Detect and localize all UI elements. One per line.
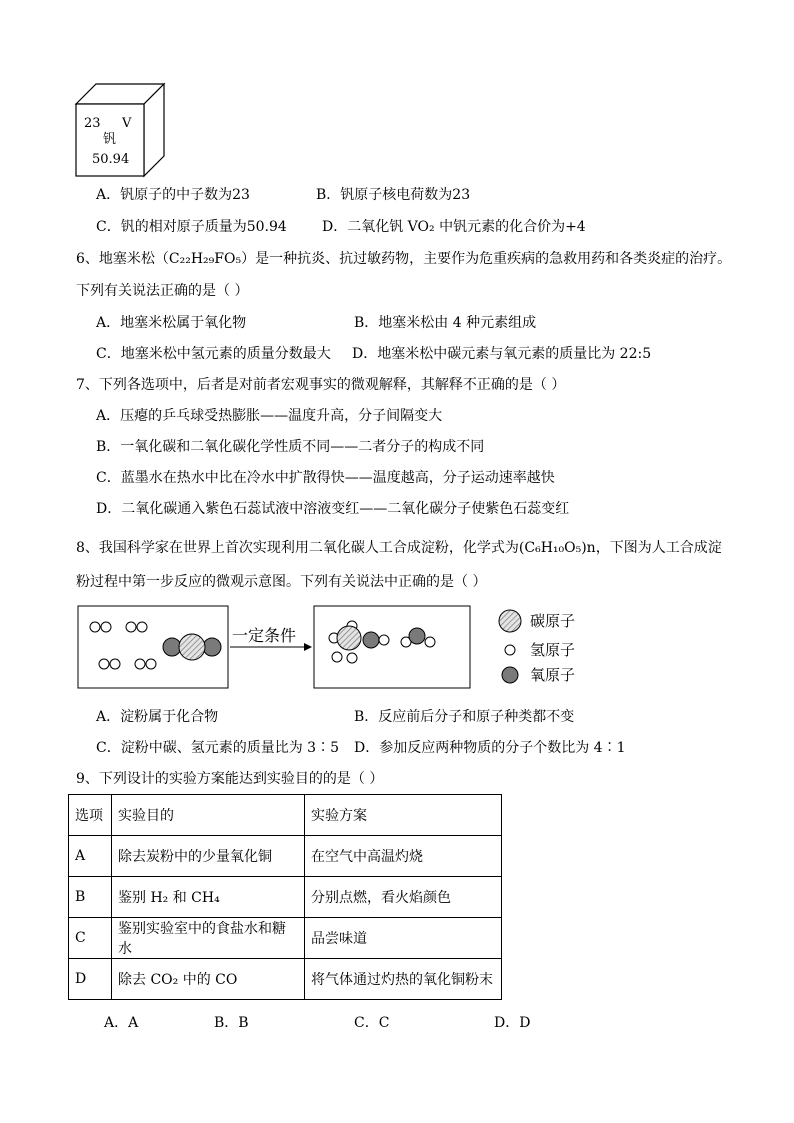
q6-option-d: D．地塞米松中碳元素与氧元素的质量比为 22:5	[352, 346, 652, 362]
q5-option-a: A．钒原子的中子数为23	[96, 187, 250, 203]
table-row	[69, 918, 502, 959]
q7-option-b: B．一氧化碳和二氧化碳化学性质不同——二者分子的构成不同	[96, 439, 485, 455]
row-plan: 在空气中高温灼烧	[305, 836, 502, 877]
reaction-condition: 一定条件	[232, 626, 297, 645]
table-row	[69, 877, 502, 918]
legend-hydrogen: 氢原子	[530, 641, 576, 659]
q8-option-a: A．淀粉属于化合物	[96, 709, 219, 725]
q6-option-c: C．地塞米松中氢元素的质量分数最大	[96, 346, 331, 362]
row-option: B	[69, 877, 112, 918]
header-plan: 实验方案	[305, 795, 502, 836]
q7-option-a: A．压瘪的乒乓球受热膨胀——温度升高，分子间隔变大	[96, 408, 443, 424]
q6-option-b: B．地塞米松由 4 种元素组成	[354, 315, 537, 331]
q5-option-d: D．二氧化钒 VO₂ 中钒元素的化合价为+4	[322, 219, 586, 235]
q6-option-a: A．地塞米松属于氧化物	[96, 315, 247, 331]
experiment-table	[68, 794, 502, 1000]
q9-stem: 9、下列设计的实验方案能达到实验目的的是（ ）	[76, 771, 384, 787]
row-plan: 品尝味道	[305, 918, 502, 959]
q8-option-b: B．反应前后分子和原子种类都不变	[354, 709, 575, 725]
q9-answer-c: C．C	[354, 1015, 390, 1031]
q8-stem-line1: 8、我国科学家在世界上首次实现利用二氧化碳人工合成淀粉，化学式为(C₆H₁₀O₅)n，下图为人工合成淀	[76, 540, 722, 556]
q7-option-c: C．蓝墨水在热水中比在冷水中扩散得快——温度越高，分子运动速率越快	[96, 470, 555, 486]
header-purpose: 实验目的	[112, 795, 305, 836]
atomic-number: 23	[84, 116, 101, 131]
table-row	[69, 959, 502, 1000]
row-plan: 将气体通过灼热的氧化铜粉末	[305, 959, 502, 1000]
q6-stem-line2: 下列有关说法正确的是（ ）	[76, 283, 249, 299]
q7-option-d: D．二氧化碳通入紫色石蕊试液中溶液变红——二氧化碳分子使紫色石蕊变红	[96, 501, 570, 517]
row-option: D	[69, 959, 112, 1000]
q9-answer-a: A．A	[104, 1015, 139, 1031]
table-header-row	[69, 795, 502, 836]
row-purpose: 鉴别实验室中的食盐水和糖水	[112, 918, 305, 959]
row-plan: 分别点燃，看火焰颜色	[305, 877, 502, 918]
q8-option-c: C．淀粉中碳、氢元素的质量比为 3∶5	[96, 740, 339, 756]
legend-carbon: 碳原子	[530, 612, 576, 630]
q7-stem: 7、下列各选项中，后者是对前者宏观事实的微观解释，其解释不正确的是（ ）	[76, 377, 566, 393]
q5-option-b: B．钒原子核电荷数为23	[316, 187, 471, 203]
table-row	[69, 836, 502, 877]
q8-option-d: D．参加反应两种物质的分子个数比为 4∶1	[354, 740, 626, 756]
row-purpose: 除去炭粉中的少量氧化铜	[112, 836, 305, 877]
q9-answer-b: B．B	[214, 1015, 249, 1031]
element-symbol: V	[122, 116, 132, 131]
row-purpose: 鉴别 H₂ 和 CH₄	[112, 877, 305, 918]
legend-oxygen: 氧原子	[530, 666, 576, 684]
row-option: C	[69, 918, 112, 959]
header-option: 选项	[69, 795, 112, 836]
q9-answer-d: D．D	[494, 1015, 531, 1031]
q8-stem-line2: 粉过程中第一步反应的微观示意图。下列有关说法中正确的是（ ）	[76, 574, 487, 590]
q5-option-c: C．钒的相对原子质量为50.94	[96, 219, 287, 235]
q6-stem-line1: 6、地塞米松（C₂₂H₂₉FO₅）是一种抗炎、抗过敏药物，主要作为危重疾病的急救用药和各类炎症的治疗。	[76, 251, 732, 267]
row-option: A	[69, 836, 112, 877]
row-purpose: 除去 CO₂ 中的 CO	[112, 959, 305, 1000]
element-name: 钒	[103, 132, 117, 147]
atomic-mass: 50.94	[92, 152, 130, 167]
